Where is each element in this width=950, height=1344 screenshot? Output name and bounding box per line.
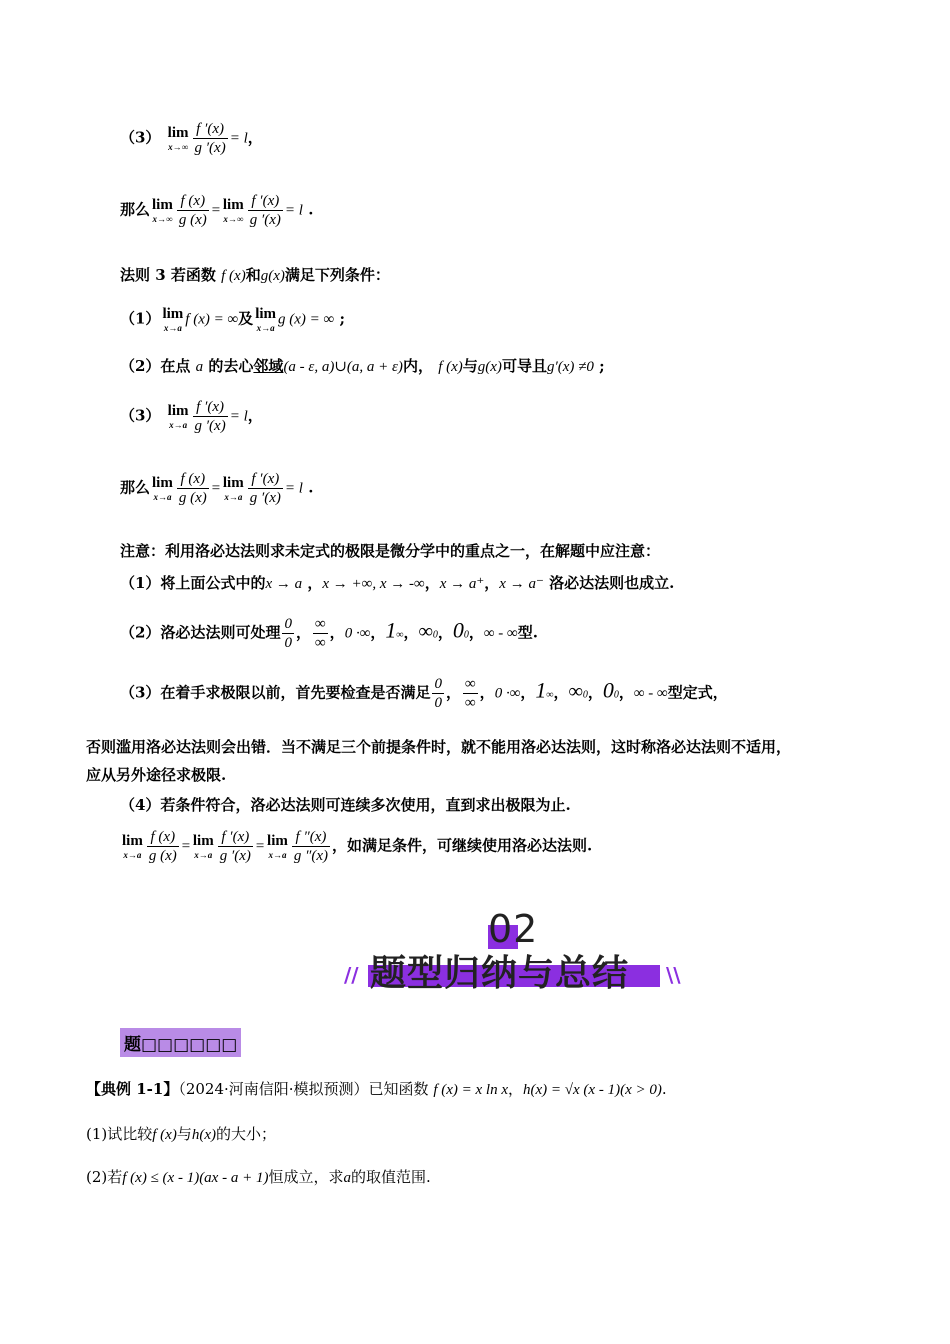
condition-3-infinity: （3） lim x→∞ $\frac{f '(x)}{g '(x)}$ = l， bbox=[120, 121, 263, 156]
note-2: （2）洛必达法则可处理 $\frac{0}{0}$ ， $\frac{\infty}{\infty}$ ，0 ·∞，1∞，∞0，00，∞ - ∞型. bbox=[120, 616, 538, 651]
rule-3-condition-1: （1） lim x→a f (x) = ∞及 lim x→a g (x) = ∞ ; bbox=[120, 306, 346, 333]
rule-3-conclusion: 那么 lim x→a $\frac{f (x)}{g (x)}$ = lim x→a $\frac{f '(x)}{g '(x)}$ = l . bbox=[120, 471, 314, 506]
note-title: 注意：利用洛必达法则求未定式的极限是微分学中的重点之一，在解题中应注意： bbox=[120, 542, 661, 560]
subsection-heading: 题□□□□□□ bbox=[120, 1028, 241, 1057]
rule-3-condition-3: （3） lim x→a $\frac{f '(x)}{g '(x)}$ = l， bbox=[120, 399, 263, 434]
right-slash-decoration: \\ bbox=[666, 963, 681, 987]
question-2: (2)若f (x) ≤ (x - 1)(ax - a + 1)恒成立，求a的取值范围. bbox=[86, 1168, 431, 1186]
left-slash-decoration: // bbox=[344, 963, 359, 987]
section-number: 02 bbox=[488, 907, 539, 951]
note-1: （1）将上面公式中的x → a ，x → +∞, x → -∞，x → a⁺，x → a⁻ 洛必达法则也成立. bbox=[120, 574, 675, 592]
section-banner bbox=[340, 905, 680, 1000]
note-3: （3）在着手求极限以前，首先要检查是否满足 $\frac{0}{0}$ ， $\frac{\infty}{\infty}$ ，0 ·∞，1∞，∞0，00，∞ - ∞型定式， bbox=[120, 676, 728, 711]
conclusion-infinity: 那么 lim x→∞ $\frac{f (x)}{g (x)}$ = lim x→∞ $\frac{f '(x)}{g '(x)}$ = l . bbox=[120, 193, 314, 228]
question-1: (1)试比较f (x)与h(x)的大小； bbox=[86, 1125, 277, 1143]
note-3-line-3: 应从另外途径求极限. bbox=[86, 766, 227, 784]
section-title: 题型归纳与总结 bbox=[370, 953, 630, 994]
note-4-formula: lim x→a $\frac{f (x)}{g (x)}$ = lim x→a $\frac{f '(x)}{g '(x)}$ = lim x→a $\frac{f ''(x)}{g ''(x)}$ ，如满足条件，可继续使用洛必达法则. bbox=[122, 829, 593, 864]
note-3-line-2: 否则滥用洛必达法则会出错．当不满足三个前提条件时，就不能用洛必达法则，这时称洛必达法则不适用， bbox=[86, 738, 792, 756]
rule-3-condition-2: （2）在点 a 的去心邻域(a - ε, a)∪(a, a + ε)内， f (x)与g(x)可导且g′(x) ≠0 ; bbox=[120, 357, 605, 375]
rule-3-title: 法则 3 若函数 f (x)和g(x)满足下列条件： bbox=[120, 266, 390, 284]
note-4: （4）若条件符合，洛必达法则可连续多次使用，直到求出极限为止. bbox=[120, 796, 571, 814]
example-1-1: 【典例 1-1】（2024·河南信阳·模拟预测）已知函数 f (x) = x ln x，h(x) = √x (x - 1)(x > 0). bbox=[86, 1080, 667, 1098]
